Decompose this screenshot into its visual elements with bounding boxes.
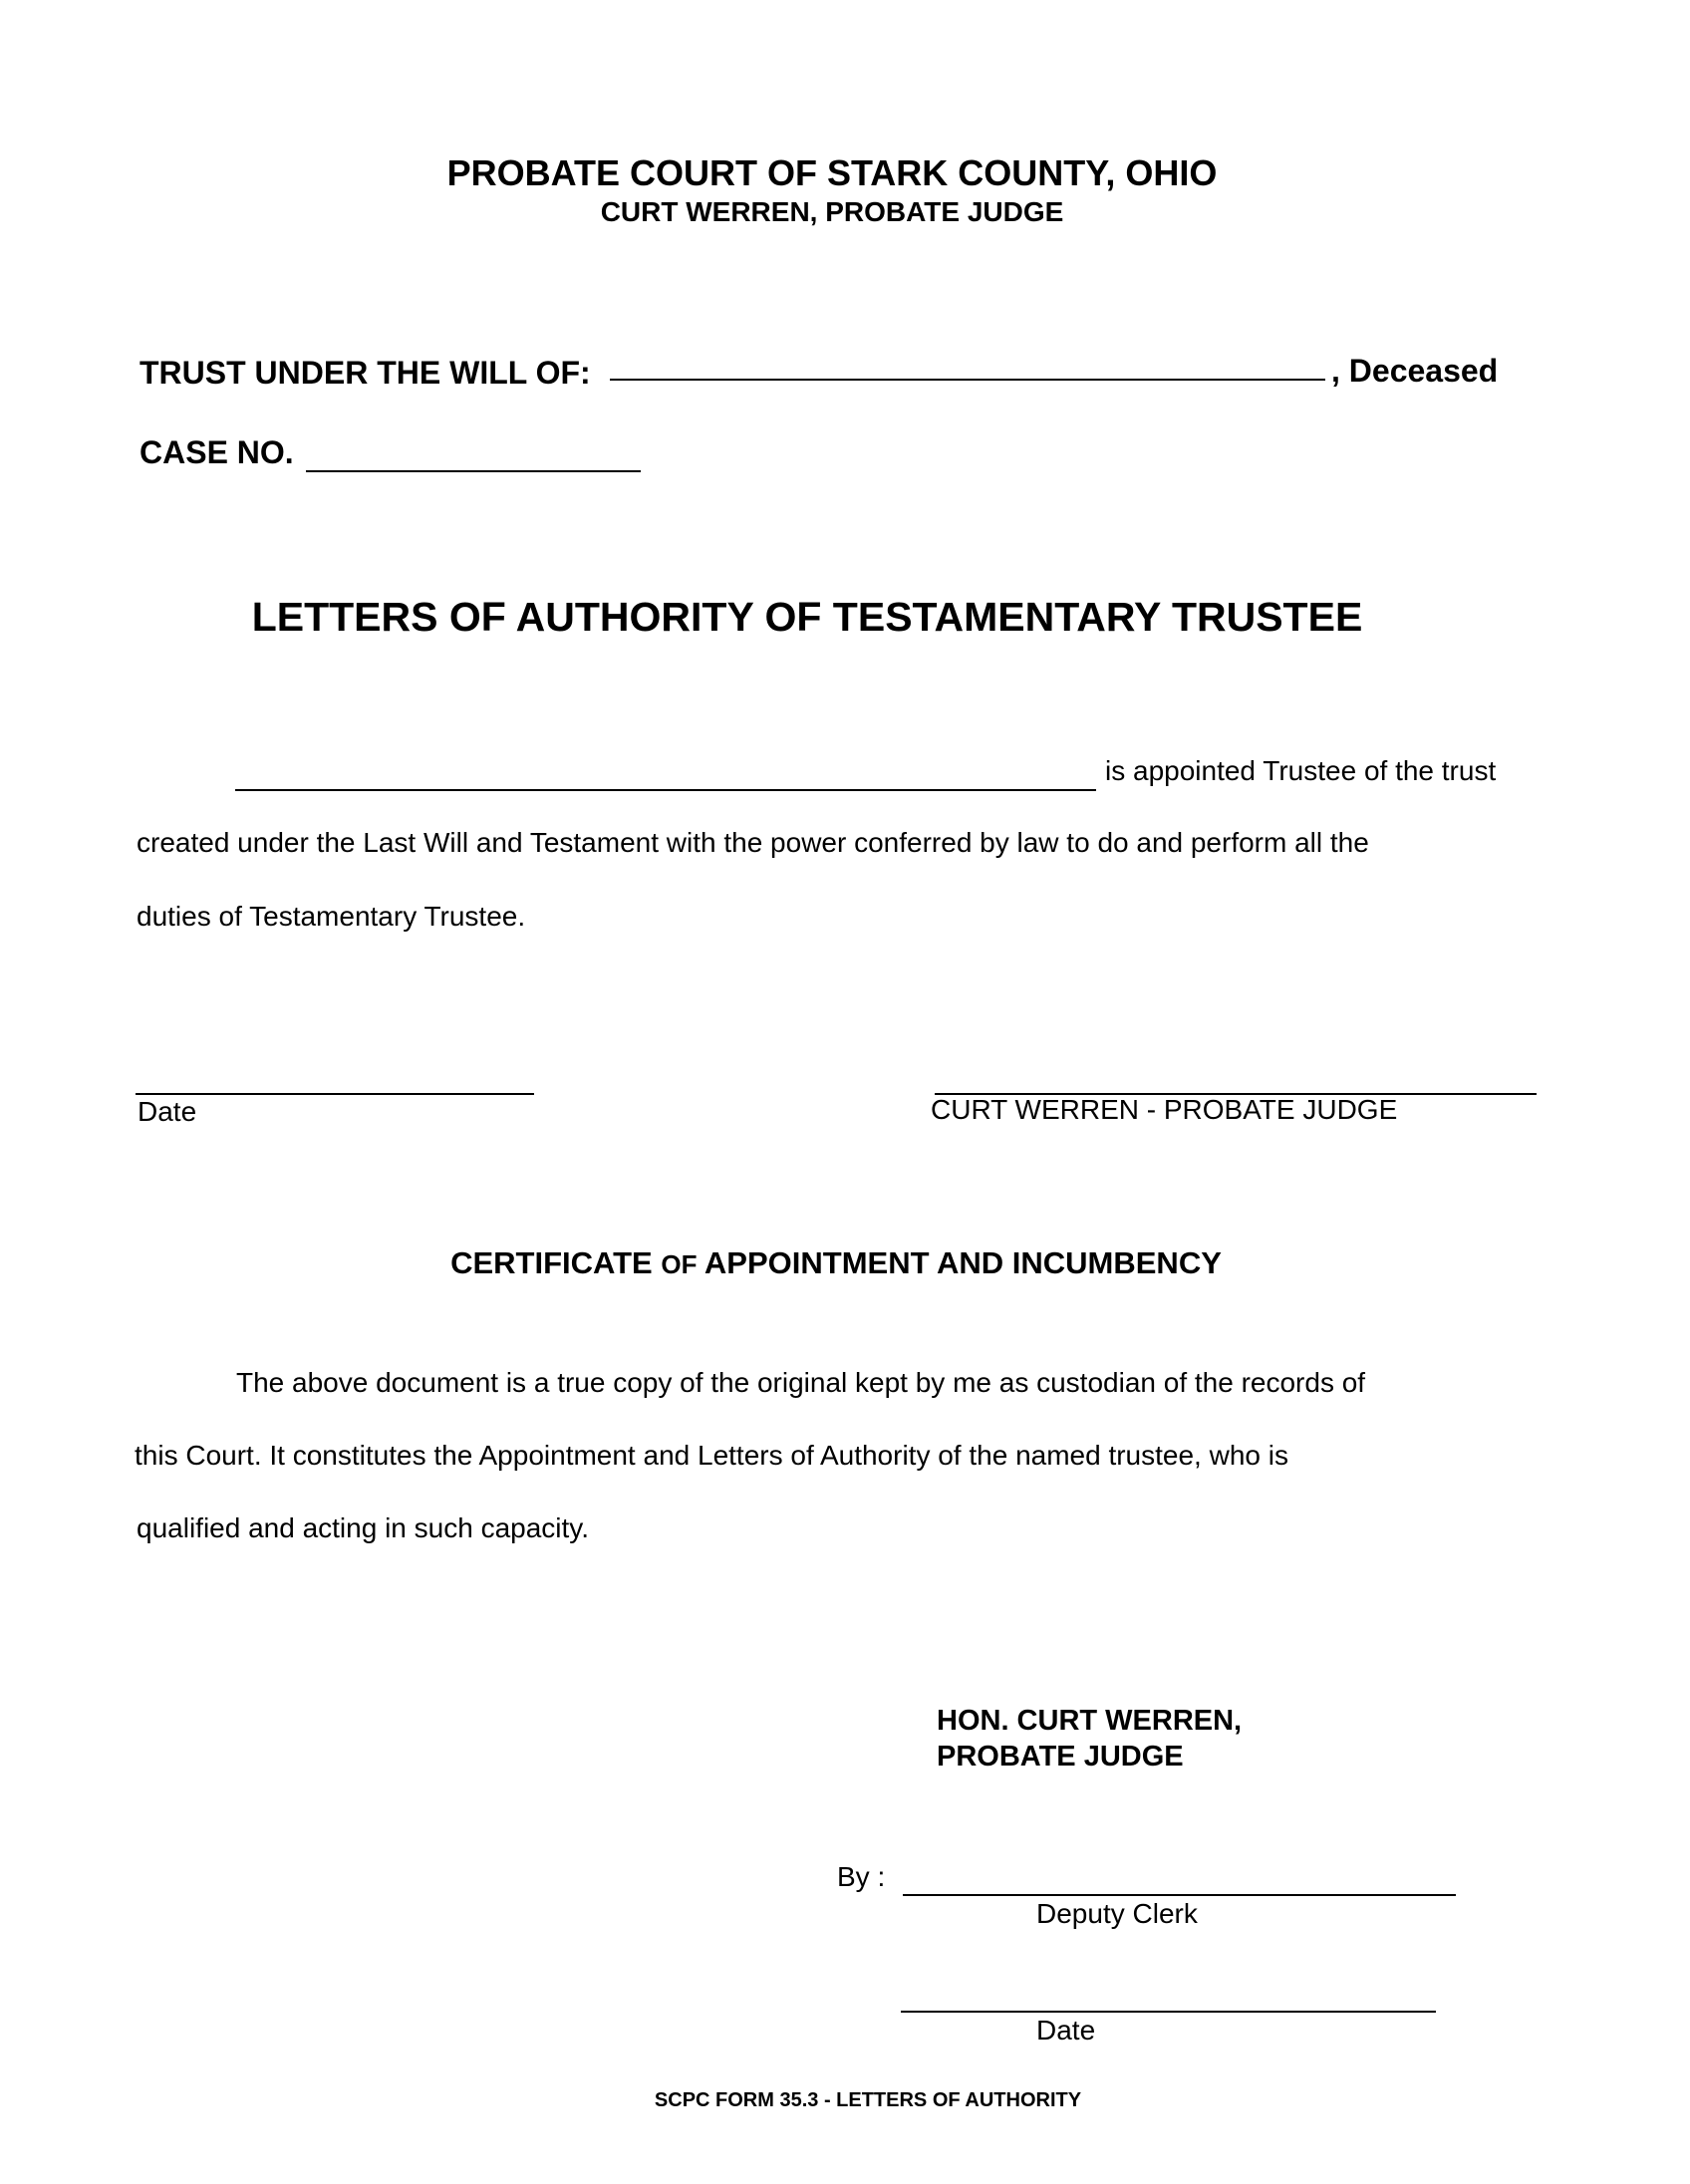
trustee-name-line[interactable] (235, 789, 1096, 791)
case-number-line[interactable] (306, 470, 641, 472)
form-footer: SCPC FORM 35.3 - LETTERS OF AUTHORITY (654, 2089, 1082, 2111)
by-label: By : (837, 1861, 886, 1892)
deputy-clerk-label: Deputy Clerk (1036, 1898, 1198, 1929)
certificate-date-label: Date (1036, 2015, 1096, 2046)
appointment-line-1: is appointed Trustee of the trust (1105, 755, 1497, 786)
case-number-label: CASE NO. (140, 434, 294, 470)
decedent-name-line[interactable] (610, 379, 1325, 381)
appointment-line-2: created under the Last Will and Testament with the power conferred by law to do and perform all the (137, 827, 1369, 858)
certificate-date-line[interactable] (901, 2011, 1436, 2013)
date-label: Date (138, 1096, 197, 1127)
deceased-label: , Deceased (1331, 353, 1499, 389)
certificate-title-part-1: CERTIFICATE (450, 1245, 662, 1280)
certificate-title-part-3: APPOINTMENT AND INCUMBENCY (697, 1245, 1222, 1280)
court-name: PROBATE COURT OF STARK COUNTY, OHIO (446, 152, 1218, 193)
certificate-line-2: this Court. It constitutes the Appointment and Letters of Authority of the named trustee, who is (135, 1440, 1288, 1471)
judge-signature-label: CURT WERREN - PROBATE JUDGE (931, 1094, 1398, 1125)
certificate-title-part-2: OF (661, 1249, 698, 1279)
certifier-name: HON. CURT WERREN, (937, 1705, 1243, 1737)
document-title: LETTERS OF AUTHORITY OF TESTAMENTARY TRUSTEE (251, 594, 1363, 640)
date-signature-line[interactable] (136, 1093, 534, 1095)
certificate-line-1: The above document is a true copy of the original kept by me as custodian of the records of (236, 1367, 1366, 1398)
certificate-title (0, 1245, 1672, 1281)
certificate-line-3: qualified and acting in such capacity. (137, 1512, 589, 1543)
trust-under-will-label: TRUST UNDER THE WILL OF: (140, 355, 591, 391)
deputy-clerk-signature-line[interactable] (903, 1894, 1456, 1896)
court-judge-line: CURT WERREN, PROBATE JUDGE (600, 196, 1064, 227)
certifier-title: PROBATE JUDGE (937, 1741, 1184, 1773)
appointment-line-3: duties of Testamentary Trustee. (137, 901, 526, 932)
